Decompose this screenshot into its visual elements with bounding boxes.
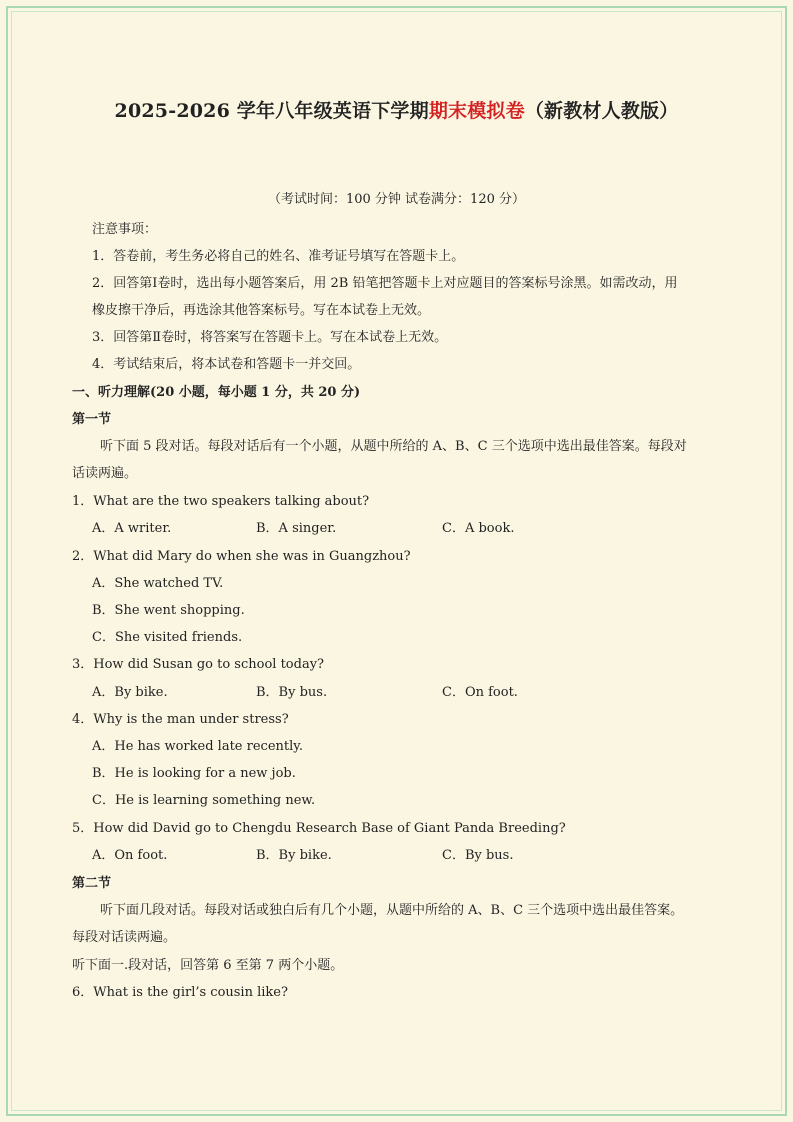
part-instruction-continued: 每段对话读两遍。 bbox=[72, 930, 177, 945]
option-b: B．She went shopping. bbox=[92, 603, 245, 618]
option-b: B．He is looking for a new job. bbox=[92, 766, 296, 781]
question-stem: 3．How did Susan go to school today? bbox=[72, 657, 325, 672]
option-a: A．He has worked late recently. bbox=[92, 739, 304, 754]
notice-item: 3．回答第Ⅱ卷时，将答案写在答题卡上。写在本试卷上无效。 bbox=[92, 330, 448, 345]
option-a: A．A writer. bbox=[92, 521, 172, 536]
option-a: A．On foot. bbox=[92, 848, 168, 863]
question-stem: 4．Why is the man under stress? bbox=[72, 712, 289, 727]
option-b: B．A singer. bbox=[256, 521, 337, 536]
option-a: A．By bike. bbox=[92, 685, 168, 700]
option-c: C．She visited friends. bbox=[92, 630, 243, 645]
option-b: B．By bus. bbox=[256, 685, 328, 700]
notice-heading: 注意事项： bbox=[92, 222, 158, 237]
option-c: C．By bus. bbox=[442, 848, 514, 863]
exam-info: （考试时间：100 分钟 试卷满分：120 分） bbox=[267, 192, 526, 207]
page-title bbox=[0, 96, 793, 123]
question-stem: 2．What did Mary do when she was in Guangzhou? bbox=[72, 549, 411, 564]
part-instruction: 听下面几段对话。每段对话或独白后有几个小题，从题中所给的 A、B、C 三个选项中选出最佳答案。 bbox=[100, 903, 684, 918]
notice-item: 1．答卷前，考生务必将自己的姓名、准考证号填写在答题卡上。 bbox=[92, 249, 465, 264]
part-instruction: 听下面 5 段对话。每段对话后有一个小题，从题中所给的 A、B、C 三个选项中选出最佳答案。每段对 bbox=[100, 439, 687, 454]
question-stem: 1．What are the two speakers talking about? bbox=[72, 494, 370, 509]
question-stem: 6．What is the girl’s cousin like? bbox=[72, 985, 288, 1000]
title-highlight: 期末模拟卷 bbox=[428, 100, 525, 122]
option-a: A．She watched TV. bbox=[92, 576, 224, 591]
notice-item-continued: 橡皮擦干净后，再选涂其他答案标号。写在本试卷上无效。 bbox=[92, 303, 431, 318]
title-suffix: （新教材人教版） bbox=[524, 100, 679, 122]
notice-item: 4．考试结束后，将本试卷和答题卡一并交回。 bbox=[92, 357, 361, 372]
question-stem: 5．How did David go to Chengdu Research Base of Giant Panda Breeding? bbox=[72, 821, 566, 836]
part-instruction-continued: 话读两遍。 bbox=[72, 466, 138, 481]
option-c: C．He is learning something new. bbox=[92, 793, 316, 808]
sub-instruction: 听下面一.段对话，回答第 6 至第 7 两个小题。 bbox=[72, 958, 344, 973]
option-c: C．On foot. bbox=[442, 685, 518, 700]
notice-item: 2．回答第Ⅰ卷时，选出每小题答案后，用 2B 铅笔把答题卡上对应题目的答案标号涂黑。如需改动，用 bbox=[92, 276, 678, 291]
section-heading: 一、听力理解(20 小题，每小题 1 分，共 20 分) bbox=[72, 385, 361, 400]
part-heading: 第二节 bbox=[72, 876, 112, 891]
part-heading: 第一节 bbox=[72, 412, 112, 427]
option-b: B．By bike. bbox=[256, 848, 332, 863]
option-c: C．A book. bbox=[442, 521, 515, 536]
title-prefix: 2025-2026 学年八年级英语下学期 bbox=[114, 100, 429, 122]
